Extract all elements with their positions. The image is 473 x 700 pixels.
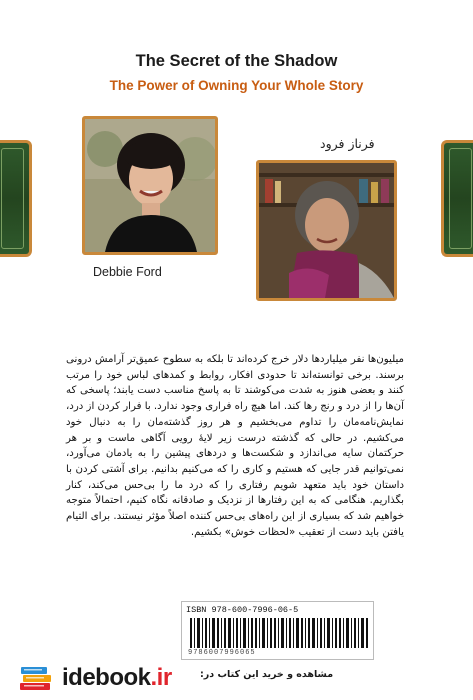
author-portrait-left <box>85 119 215 252</box>
barcode-icon <box>190 618 368 648</box>
left-decorative-panel <box>0 140 32 257</box>
author-portrait-right <box>259 163 394 298</box>
logo-text: idebook.ir <box>62 664 172 691</box>
book-title: The Secret of the Shadow <box>135 52 338 70</box>
book-stack-icon <box>18 663 58 693</box>
footer-banner <box>18 661 406 695</box>
site-logo[interactable] <box>18 661 172 695</box>
author-name-left: Debbie Ford <box>93 265 162 279</box>
author-photo-right <box>256 160 397 301</box>
author-photo-left <box>82 116 218 255</box>
isbn-number: ISBN 978-600-7996-06-5 <box>186 605 299 615</box>
author-name-right: فرناز فرود <box>320 136 375 151</box>
barcode-block <box>181 601 374 660</box>
book-subtitle: The Power of Owning Your Whole Story <box>109 78 364 93</box>
right-decorative-panel <box>441 140 473 257</box>
barcode-digits: 9786007996065 <box>188 649 256 657</box>
footer-call-to-action: مشاهده و خرید این کتاب در: <box>200 669 334 680</box>
back-cover-description: میلیون‌ها نفر میلیاردها دلار خرج کرده‌اند تا بلکه به سطوح عمیق‌تر آرامش درونی برسند. برخی توانسته‌اند تا حدودی افکار، روابط و کمدهای لباس خود را مرتب کنند و بعضی هنوز به شدت می‌کوشند تا به پاسخ مناسب دست یابند؛ پاسخی که آن‌ها را از درد و رنج رها کند. اما هیچ راه فراری وجود ندارد. با فرار کردن از درد، نمایش‌نامه‌مان را تداوم می‌بخشیم و هر روز گذشته‌مان را به دنبال خود می‌کشیم. در حالی که گذشته درست زیر لایهٔ رویی آگاهی ماست و بر هر حرکتمان سایه می‌اندازد و شکست‌ها و دردهای پیشین را به یادمان می‌آورد، نمی‌توانیم قدر جایی که هستیم و کاری را که می‌کنیم بدانیم. برای آشتی کردن با داستان خود باید متعهد شویم رفتاری را که درد ما را بی‌حس می‌کند، کنار بگذاریم. هنگامی که به این رفتارها از نزدیک و صادقانه نگاه کنیم، احتمالاً متوجه خواهیم شد که بسیاری از این راه‌های بی‌حس کننده اصلاً مؤثر نیستند. برای التیام یافتن باید دست از تعقیب «لحظات خوش» بکشیم. <box>66 354 404 538</box>
